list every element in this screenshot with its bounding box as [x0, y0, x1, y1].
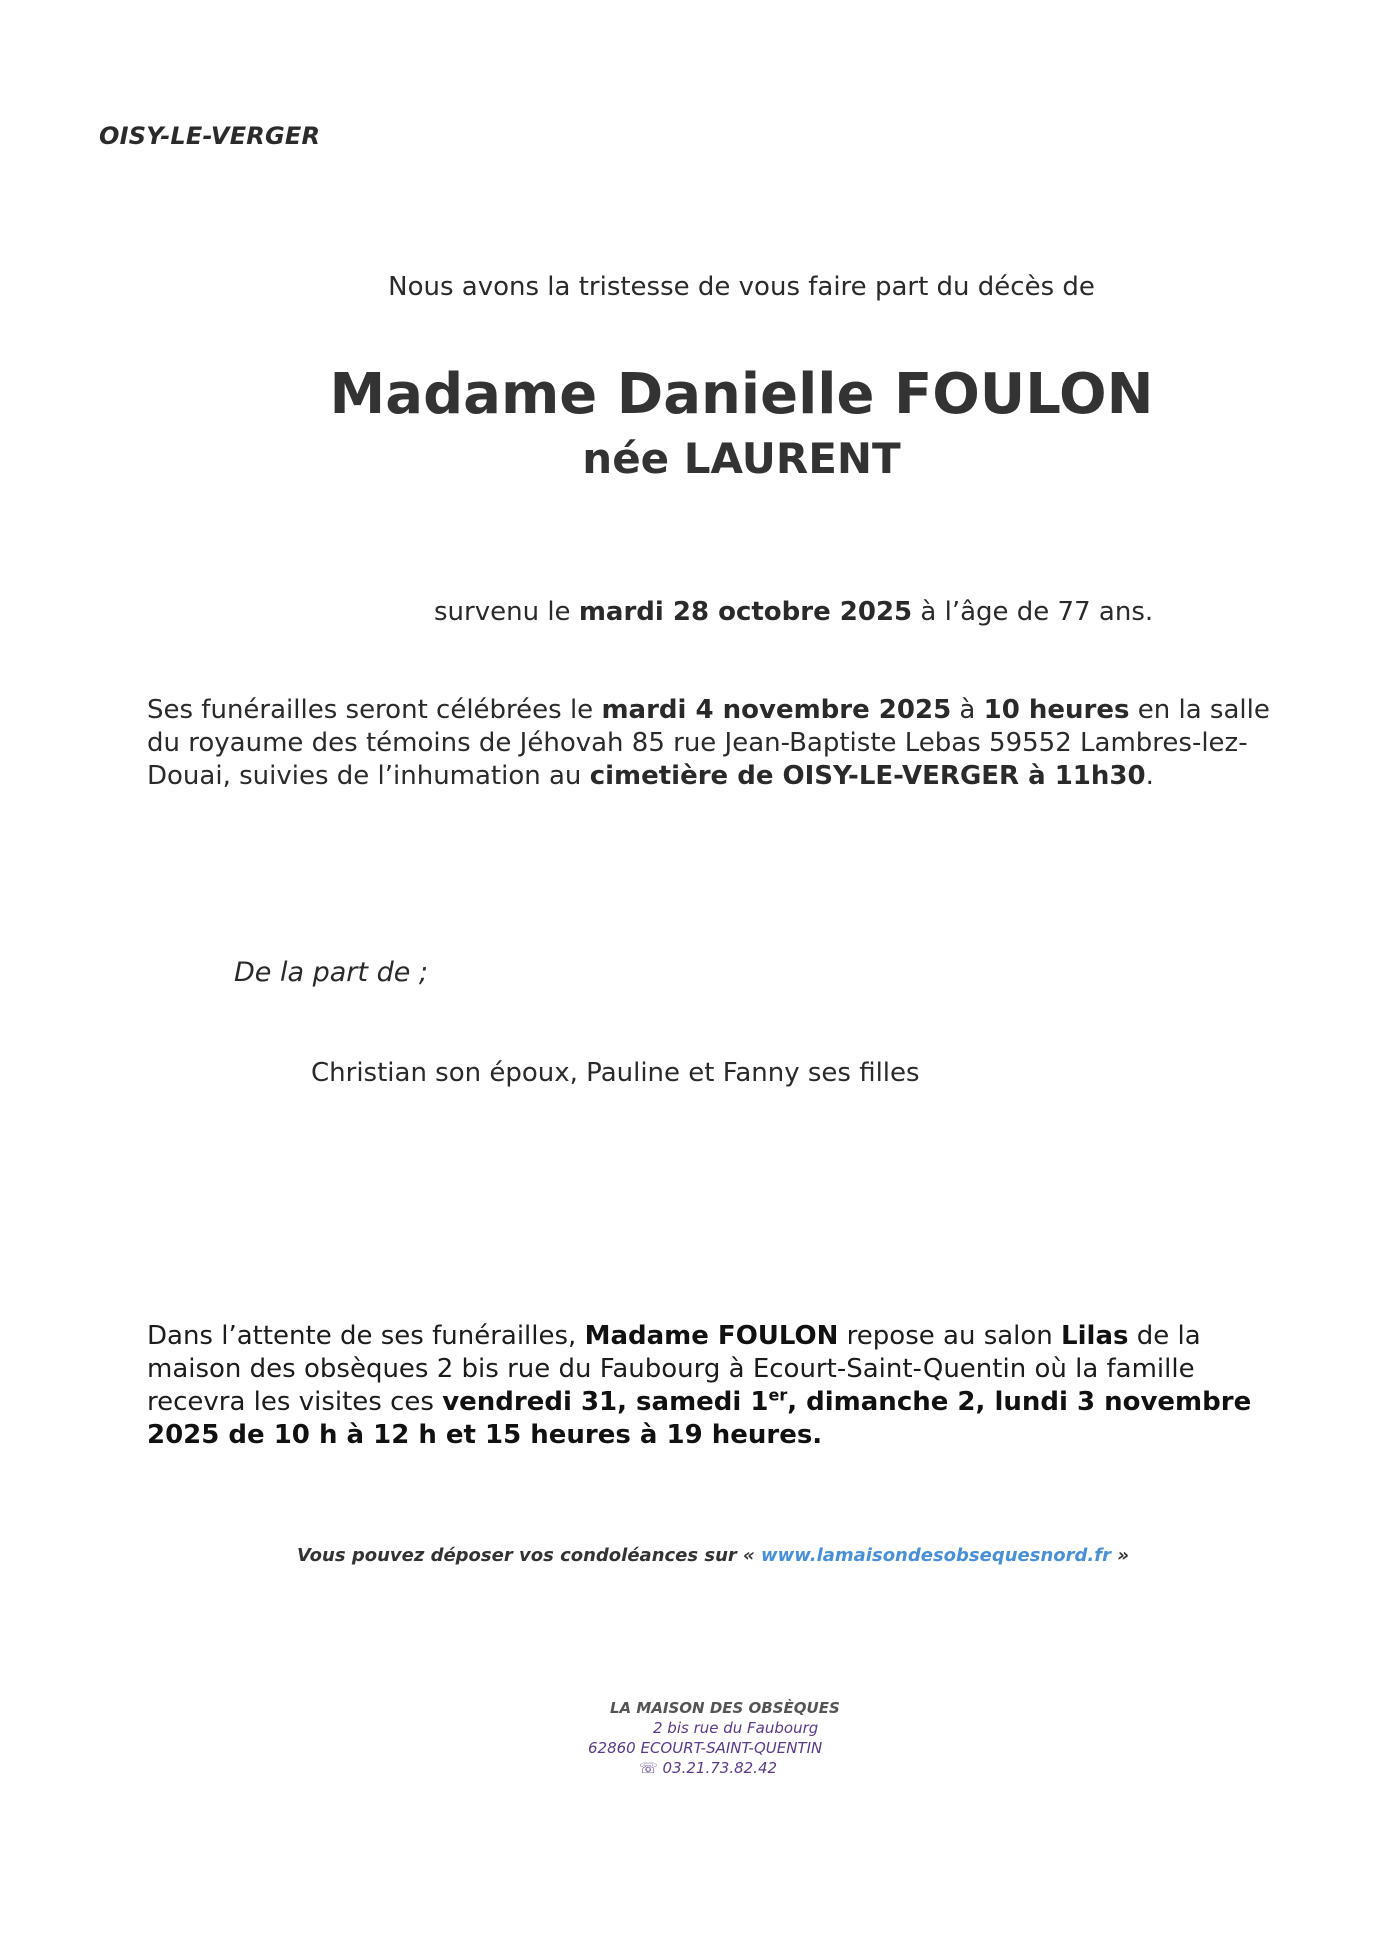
funeral-date: mardi 4 novembre 2025: [601, 695, 952, 725]
maiden-name: née LAURENT: [582, 434, 901, 483]
company-city: 62860 ECOURT-SAINT-QUENTIN: [588, 1739, 823, 1757]
condolences-pre: Vous pouvez déposer vos condoléances sur «: [297, 1545, 762, 1566]
condolences-post: »: [1110, 1545, 1129, 1566]
telephone-icon: ☏: [639, 1759, 663, 1777]
salon-name: Lilas: [1061, 1321, 1129, 1351]
visits-text-3: de la maison des obsèques 2 bis rue du Faubourg à Ecourt-Saint-Quentin où la famille recevra les visites ces: [147, 1321, 1201, 1417]
funeral-time: 10 heures: [983, 695, 1130, 725]
burial-place: cimetière de OISY-LE-VERGER à 11h30: [589, 761, 1146, 791]
visits-name: Madame FOULON: [584, 1321, 839, 1351]
company-phone-line: [560, 1758, 840, 1778]
company-street: 2 bis rue du Faubourg: [653, 1719, 819, 1737]
funeral-text-1: Ses funérailles seront célébrées le: [147, 695, 602, 725]
visits-text-1: Dans l’attente de ses funérailles,: [147, 1321, 585, 1351]
survenu-pre: survenu le: [434, 597, 579, 627]
visits-text-2: repose au salon: [838, 1321, 1062, 1351]
survenu-post: à l’âge de 77 ans.: [912, 597, 1154, 627]
from-label: De la part de ;: [234, 957, 428, 988]
ordinal-sup: er: [768, 1385, 788, 1405]
intro-text: Nous avons la tristesse de vous faire part du décès de: [388, 272, 1095, 302]
funeral-paragraph: [147, 694, 1297, 793]
deceased-name: Madame Danielle FOULON: [329, 362, 1154, 427]
death-date: mardi 28 octobre 2025: [578, 597, 913, 627]
company-phone: 03.21.73.82.42: [662, 1759, 778, 1777]
funeral-text-3: en la salle du royaume des témoins de Jéhovah 85 rue Jean-Baptiste Lebas 59552 Lambres-lez-Douai, suivies de l’inhumation au: [147, 695, 1270, 791]
visit-hours: , dimanche 2, lundi 3 novembre 2025 de 10 h à 12 h et 15 heures à 19 heures.: [147, 1387, 1252, 1450]
funeral-home-footer: [560, 1698, 840, 1778]
funeral-text-4: .: [1145, 761, 1154, 791]
funeral-text-2: à: [951, 695, 984, 725]
visit-days: vendredi 31, samedi 1: [442, 1387, 769, 1417]
condolences-link[interactable]: www.lamaisondesobsequesnord.fr: [761, 1545, 1111, 1566]
company-name: LA MAISON DES OBSÈQUES: [610, 1699, 840, 1717]
town-heading: OISY-LE-VERGER: [99, 122, 321, 150]
condolences-line: [0, 1545, 1378, 1566]
death-date-line: [434, 597, 1153, 627]
visits-paragraph: [147, 1320, 1297, 1452]
family-members: Christian son époux, Pauline et Fanny ses filles: [311, 1058, 920, 1088]
